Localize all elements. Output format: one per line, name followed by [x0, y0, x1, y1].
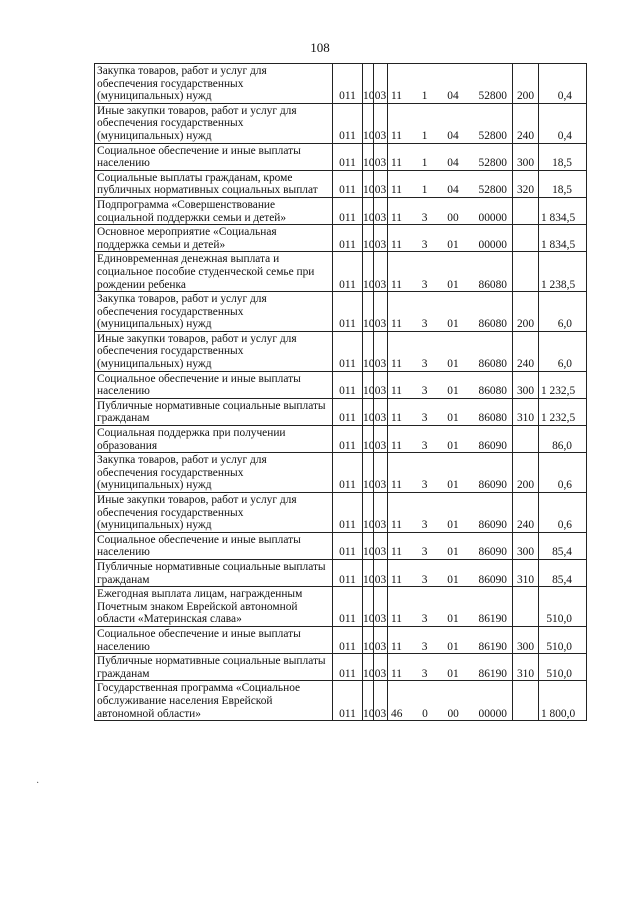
row-gr: 011 — [333, 331, 363, 371]
table-row — [95, 398, 587, 425]
row-gr: 011 — [333, 292, 363, 332]
row-csr-part: 1 — [421, 129, 428, 142]
row-pr: 03 — [374, 252, 388, 292]
row-rz: 10 — [363, 493, 374, 533]
row-csr-part: 11 — [391, 479, 402, 492]
row-amount: 85,4 — [539, 559, 587, 586]
row-csr-part: 00 — [447, 211, 459, 224]
row-csr-part: 01 — [447, 412, 459, 425]
row-pr: 03 — [374, 331, 388, 371]
row-csr-part: 11 — [391, 318, 402, 331]
row-csr — [388, 532, 513, 559]
row-csr — [388, 371, 513, 398]
row-csr-part: 3 — [421, 358, 428, 371]
row-csr-part: 11 — [391, 211, 402, 224]
row-csr-part: 86080 — [478, 412, 507, 425]
row-gr: 011 — [333, 371, 363, 398]
table-row — [95, 292, 587, 332]
row-csr — [388, 559, 513, 586]
row-csr-parts — [390, 385, 510, 398]
row-csr-part: 04 — [447, 90, 459, 103]
row-vr: 310 — [513, 654, 539, 681]
row-csr-parts — [390, 546, 510, 559]
page-number: 108 — [310, 40, 330, 55]
row-csr-part: 52800 — [478, 129, 507, 142]
row-vr: 200 — [513, 453, 539, 493]
row-amount: 6,0 — [539, 292, 587, 332]
row-rz: 10 — [363, 654, 374, 681]
row-name: Социальная поддержка при получении образования — [95, 426, 333, 453]
row-name: Иные закупки товаров, работ и услуг для обеспечения государственных (муниципальных) нужд — [95, 493, 333, 533]
row-amount: 1 232,5 — [539, 398, 587, 425]
row-gr: 011 — [333, 654, 363, 681]
row-csr-part: 11 — [391, 640, 402, 653]
row-csr-part: 86190 — [478, 613, 507, 626]
row-csr-part: 01 — [447, 439, 459, 452]
row-csr — [388, 626, 513, 653]
row-csr-part: 0 — [422, 707, 428, 720]
row-name: Публичные нормативные социальные выплаты гражданам — [95, 559, 333, 586]
table-row — [95, 331, 587, 371]
row-gr: 011 — [333, 587, 363, 627]
row-vr: 300 — [513, 143, 539, 170]
row-vr: 240 — [513, 493, 539, 533]
row-csr-parts — [390, 318, 510, 331]
row-pr: 03 — [374, 654, 388, 681]
table-row — [95, 225, 587, 252]
row-vr — [513, 197, 539, 224]
row-amount: 6,0 — [539, 331, 587, 371]
row-csr-part: 1 — [421, 157, 428, 170]
table-row — [95, 252, 587, 292]
row-csr — [388, 292, 513, 332]
row-csr-part: 3 — [421, 238, 428, 251]
row-vr: 300 — [513, 626, 539, 653]
row-pr: 03 — [374, 453, 388, 493]
row-pr: 03 — [374, 170, 388, 197]
row-pr: 03 — [374, 559, 388, 586]
row-csr-part: 01 — [447, 667, 459, 680]
row-pr: 03 — [374, 143, 388, 170]
row-csr-parts — [390, 184, 510, 197]
row-csr-part: 11 — [391, 519, 402, 532]
row-csr-part: 11 — [391, 439, 402, 452]
row-name: Публичные нормативные социальные выплаты гражданам — [95, 398, 333, 425]
row-amount: 1 800,0 — [539, 681, 587, 721]
row-name: Социальное обеспечение и иные выплаты населению — [95, 371, 333, 398]
row-csr-part: 1 — [421, 184, 428, 197]
row-vr: 310 — [513, 559, 539, 586]
row-csr — [388, 587, 513, 627]
row-csr-part: 04 — [447, 184, 459, 197]
row-amount: 0,6 — [539, 493, 587, 533]
row-csr-part: 86080 — [478, 385, 507, 398]
row-csr-part: 3 — [421, 613, 428, 626]
row-amount: 0,4 — [539, 103, 587, 143]
row-csr-parts — [390, 641, 510, 654]
row-csr-part: 86090 — [478, 519, 507, 532]
row-csr-parts — [390, 519, 510, 532]
row-csr-part: 11 — [391, 546, 402, 559]
row-csr-part: 00000 — [478, 238, 507, 251]
row-rz: 10 — [363, 426, 374, 453]
table-row — [95, 103, 587, 143]
row-csr-parts — [390, 130, 510, 143]
row-csr-part: 86090 — [478, 479, 507, 492]
row-csr-part: 01 — [447, 479, 459, 492]
table-row — [95, 587, 587, 627]
row-csr-part: 01 — [447, 613, 459, 626]
row-rz: 10 — [363, 292, 374, 332]
row-name: Публичные нормативные социальные выплаты гражданам — [95, 654, 333, 681]
row-gr: 011 — [333, 493, 363, 533]
row-vr: 200 — [513, 292, 539, 332]
row-amount: 1 238,5 — [539, 252, 587, 292]
row-name: Социальное обеспечение и иные выплаты населению — [95, 143, 333, 170]
row-gr: 011 — [333, 225, 363, 252]
row-csr — [388, 170, 513, 197]
row-csr-parts — [390, 708, 510, 721]
row-rz: 10 — [363, 331, 374, 371]
row-csr — [388, 64, 513, 104]
row-csr-parts — [390, 157, 510, 170]
row-csr-parts — [390, 440, 510, 453]
table-row — [95, 532, 587, 559]
row-csr — [388, 493, 513, 533]
row-rz: 10 — [363, 103, 374, 143]
row-rz: 10 — [363, 398, 374, 425]
row-csr-part: 11 — [391, 358, 402, 371]
row-name: Закупка товаров, работ и услуг для обеспечения государственных (муниципальных) нужд — [95, 453, 333, 493]
row-csr-part: 11 — [391, 238, 402, 251]
row-csr — [388, 143, 513, 170]
row-csr-part: 52800 — [478, 157, 507, 170]
row-csr-part: 3 — [421, 439, 428, 452]
row-csr-part: 00000 — [478, 211, 507, 224]
row-csr-part: 52800 — [478, 184, 507, 197]
row-name: Социальное обеспечение и иные выплаты населению — [95, 626, 333, 653]
row-csr — [388, 225, 513, 252]
row-csr — [388, 398, 513, 425]
row-name: Подпрограмма «Совершенствование социальной поддержки семьи и детей» — [95, 197, 333, 224]
row-vr: 300 — [513, 532, 539, 559]
row-vr: 300 — [513, 371, 539, 398]
row-rz: 10 — [363, 225, 374, 252]
row-csr-part: 04 — [447, 129, 459, 142]
row-csr-part: 86190 — [478, 640, 507, 653]
row-gr: 011 — [333, 681, 363, 721]
row-csr-part: 11 — [391, 667, 402, 680]
row-gr: 011 — [333, 197, 363, 224]
row-csr-part: 86080 — [478, 318, 507, 331]
row-name: Основное мероприятие «Социальная поддержка семьи и детей» — [95, 225, 333, 252]
row-csr-part: 11 — [391, 278, 402, 291]
row-name: Ежегодная выплата лицам, награжденным Почетным знаком Еврейской автономной области «Материнская слава» — [95, 587, 333, 627]
row-csr-part: 11 — [391, 613, 402, 626]
row-vr — [513, 681, 539, 721]
row-csr-parts — [390, 90, 510, 103]
row-name: Закупка товаров, работ и услуг для обеспечения государственных (муниципальных) нужд — [95, 64, 333, 104]
table-row — [95, 493, 587, 533]
row-pr: 03 — [374, 225, 388, 252]
row-rz: 10 — [363, 587, 374, 627]
row-csr-part: 86190 — [478, 667, 507, 680]
row-csr-part: 86090 — [478, 573, 507, 586]
row-pr: 03 — [374, 64, 388, 104]
row-csr-parts — [390, 412, 510, 425]
row-csr-part: 11 — [391, 90, 402, 103]
row-amount: 510,0 — [539, 626, 587, 653]
row-csr-part: 52800 — [478, 90, 507, 103]
row-csr-parts — [390, 574, 510, 587]
row-rz: 10 — [363, 371, 374, 398]
row-csr — [388, 103, 513, 143]
row-pr: 03 — [374, 587, 388, 627]
table-row — [95, 371, 587, 398]
row-gr: 011 — [333, 64, 363, 104]
row-csr — [388, 331, 513, 371]
row-csr-parts — [390, 668, 510, 681]
row-csr-part: 1 — [421, 90, 428, 103]
row-vr: 240 — [513, 331, 539, 371]
row-csr-parts — [390, 479, 510, 492]
row-name: Единовременная денежная выплата и социальное пособие студенческой семье при рождении ребенка — [95, 252, 333, 292]
row-csr-parts — [390, 279, 510, 292]
row-csr-part: 86080 — [478, 278, 507, 291]
row-csr-part: 11 — [391, 157, 402, 170]
row-vr — [513, 587, 539, 627]
row-csr-part: 46 — [391, 707, 403, 720]
row-csr-part: 11 — [391, 573, 402, 586]
row-csr-part: 3 — [421, 573, 428, 586]
row-amount: 85,4 — [539, 532, 587, 559]
row-gr: 011 — [333, 398, 363, 425]
row-csr-part: 01 — [447, 573, 459, 586]
row-csr — [388, 197, 513, 224]
row-vr — [513, 252, 539, 292]
row-csr-part: 3 — [421, 211, 428, 224]
row-amount: 18,5 — [539, 143, 587, 170]
row-gr: 011 — [333, 453, 363, 493]
row-rz: 10 — [363, 252, 374, 292]
row-rz: 10 — [363, 626, 374, 653]
row-csr-part: 01 — [447, 238, 459, 251]
row-name: Социальные выплаты гражданам, кроме публичных нормативных социальных выплат — [95, 170, 333, 197]
row-amount: 1 834,5 — [539, 197, 587, 224]
row-vr: 200 — [513, 64, 539, 104]
row-pr: 03 — [374, 681, 388, 721]
row-gr: 011 — [333, 103, 363, 143]
row-csr — [388, 426, 513, 453]
row-rz: 10 — [363, 64, 374, 104]
row-csr-part: 3 — [421, 385, 428, 398]
row-csr-part: 3 — [421, 667, 428, 680]
row-csr-part: 01 — [447, 278, 459, 291]
row-pr: 03 — [374, 426, 388, 453]
row-csr-part: 86080 — [478, 358, 507, 371]
row-rz: 10 — [363, 559, 374, 586]
row-pr: 03 — [374, 103, 388, 143]
row-csr-part: 11 — [391, 184, 402, 197]
table-row — [95, 170, 587, 197]
row-csr-part: 3 — [421, 412, 428, 425]
row-csr-part: 3 — [421, 640, 428, 653]
row-gr: 011 — [333, 143, 363, 170]
row-csr-part: 11 — [391, 129, 402, 142]
row-name: Иные закупки товаров, работ и услуг для обеспечения государственных (муниципальных) нужд — [95, 103, 333, 143]
row-amount: 510,0 — [539, 654, 587, 681]
row-pr: 03 — [374, 371, 388, 398]
table-row — [95, 681, 587, 721]
row-csr-parts — [390, 212, 510, 225]
row-vr: 310 — [513, 398, 539, 425]
row-csr-part: 01 — [447, 358, 459, 371]
row-rz: 10 — [363, 197, 374, 224]
row-pr: 03 — [374, 398, 388, 425]
row-pr: 03 — [374, 626, 388, 653]
table-row — [95, 453, 587, 493]
row-rz: 10 — [363, 143, 374, 170]
row-csr-part: 86090 — [478, 439, 507, 452]
row-csr-parts — [390, 239, 510, 252]
row-csr-part: 04 — [447, 157, 459, 170]
row-rz: 10 — [363, 681, 374, 721]
row-amount: 0,4 — [539, 64, 587, 104]
row-gr: 011 — [333, 532, 363, 559]
budget-table-body — [95, 64, 587, 721]
row-vr: 320 — [513, 170, 539, 197]
row-gr: 011 — [333, 626, 363, 653]
row-gr: 011 — [333, 426, 363, 453]
row-vr — [513, 225, 539, 252]
table-row — [95, 559, 587, 586]
row-csr-part: 86090 — [478, 546, 507, 559]
row-csr — [388, 654, 513, 681]
row-csr-part: 01 — [447, 546, 459, 559]
table-row — [95, 197, 587, 224]
row-name: Закупка товаров, работ и услуг для обеспечения государственных (муниципальных) нужд — [95, 292, 333, 332]
row-csr-part: 3 — [421, 479, 428, 492]
row-gr: 011 — [333, 170, 363, 197]
row-amount: 18,5 — [539, 170, 587, 197]
row-csr — [388, 252, 513, 292]
row-csr-part: 3 — [421, 519, 428, 532]
table-row — [95, 426, 587, 453]
budget-table — [94, 63, 587, 721]
row-csr-part: 00 — [447, 707, 459, 720]
row-csr-parts — [390, 358, 510, 371]
row-amount: 1 834,5 — [539, 225, 587, 252]
row-gr: 011 — [333, 252, 363, 292]
row-csr-part: 01 — [447, 385, 459, 398]
row-name: Государственная программа «Социальное обслуживание населения Еврейской автономной области» — [95, 681, 333, 721]
row-csr-part: 3 — [421, 546, 428, 559]
row-rz: 10 — [363, 170, 374, 197]
row-csr-part: 11 — [391, 385, 402, 398]
row-csr-parts — [390, 613, 510, 626]
table-row — [95, 143, 587, 170]
row-vr — [513, 426, 539, 453]
row-csr — [388, 681, 513, 721]
row-rz: 10 — [363, 453, 374, 493]
row-csr-part: 01 — [447, 640, 459, 653]
table-row — [95, 626, 587, 653]
row-pr: 03 — [374, 197, 388, 224]
row-csr-part: 01 — [447, 519, 459, 532]
row-csr — [388, 453, 513, 493]
row-gr: 011 — [333, 559, 363, 586]
table-row — [95, 654, 587, 681]
row-amount: 86,0 — [539, 426, 587, 453]
row-pr: 03 — [374, 532, 388, 559]
row-csr-part: 01 — [447, 318, 459, 331]
row-vr: 240 — [513, 103, 539, 143]
row-amount: 0,6 — [539, 453, 587, 493]
row-name: Иные закупки товаров, работ и услуг для обеспечения государственных (муниципальных) нужд — [95, 331, 333, 371]
row-rz: 10 — [363, 532, 374, 559]
row-csr-part: 3 — [421, 318, 428, 331]
scan-mark: · — [36, 778, 40, 789]
row-csr-part: 11 — [391, 412, 402, 425]
row-csr-part: 3 — [421, 278, 428, 291]
row-pr: 03 — [374, 493, 388, 533]
table-row — [95, 64, 587, 104]
row-amount: 1 232,5 — [539, 371, 587, 398]
row-name: Социальное обеспечение и иные выплаты населению — [95, 532, 333, 559]
row-csr-part: 00000 — [478, 707, 507, 720]
row-pr: 03 — [374, 292, 388, 332]
row-amount: 510,0 — [539, 587, 587, 627]
